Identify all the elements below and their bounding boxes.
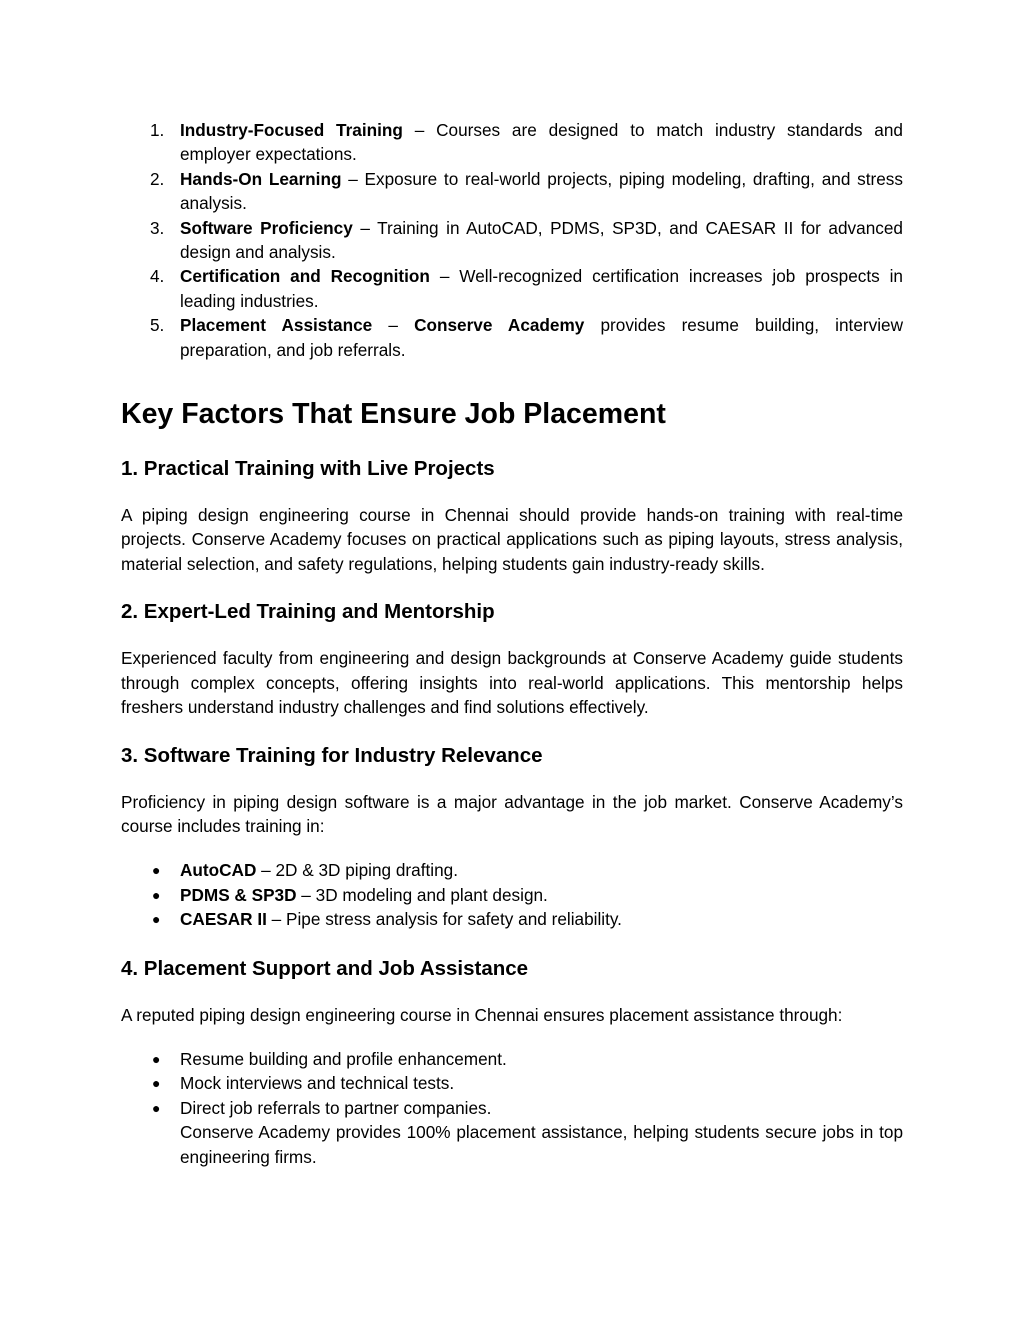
separator: –: [429, 266, 460, 287]
list-number: 5.: [150, 315, 165, 336]
separator: –: [372, 315, 415, 336]
list-item: [121, 313, 903, 362]
bullet-icon: ●: [152, 886, 161, 903]
list-item-term: AutoCAD: [180, 860, 257, 881]
section-body-expert-led: Experienced faculty from engineering and design backgrounds at Conserve Academy guide students through complex concepts, offering insights into real-world applications. This mentorship helps freshers understand industry challenges and find solutions effectively.: [121, 648, 903, 718]
list-item-text: Well-recognized certification increases job prospects in leading industries.: [180, 266, 903, 311]
list-number: 1.: [150, 120, 165, 140]
list-item-text: – Pipe stress analysis for safety and reliability.: [266, 909, 622, 930]
separator: –: [352, 217, 378, 238]
list-item-term: Placement Assistance: [180, 315, 373, 336]
bullet-icon: ●: [152, 862, 161, 879]
list-item: [121, 907, 903, 931]
section-body-placement-support: A reputed piping design engineering course in Chennai ensures placement assistance through:: [121, 1004, 843, 1025]
list-number: 4.: [150, 266, 165, 287]
separator: –: [402, 120, 437, 140]
section-heading-practical-training: 1. Practical Training with Live Projects: [121, 457, 495, 481]
list-item: [121, 264, 903, 313]
software-bullet-list: [121, 858, 903, 931]
list-item-term-secondary: Conserve Academy: [414, 315, 585, 336]
list-item-text: provides resume building, interview preparation, and job referrals.: [180, 315, 903, 360]
list-item-text: Exposure to real-world projects, piping modeling, drafting, and stress analysis.: [180, 168, 903, 214]
section-heading-software-training: 3. Software Training for Industry Relevance: [121, 743, 543, 767]
section-body-software-training: Proficiency in piping design software is a major advantage in the job market. Conserve Academy’s course includes training in:: [121, 791, 903, 836]
list-item: [121, 118, 903, 167]
bullet-icon: ●: [152, 1099, 161, 1116]
bullet-icon: ●: [152, 1050, 161, 1067]
list-item-term: Certification and Recognition: [180, 266, 430, 287]
list-item-text: – 2D & 3D piping drafting.: [256, 860, 458, 881]
list-number: 2.: [150, 168, 165, 189]
list-item-text: – 3D modeling and plant design.: [296, 884, 548, 905]
list-item-term: PDMS & SP3D: [180, 884, 297, 905]
placement-bullet-list: [121, 1047, 903, 1169]
benefits-numbered-list: [121, 118, 903, 362]
list-item: [121, 1071, 903, 1095]
bullet-icon: ●: [152, 911, 161, 928]
list-item-term: Industry-Focused Training: [180, 120, 403, 140]
list-item-term: Software Proficiency: [180, 217, 353, 238]
list-item: [121, 883, 903, 907]
list-item: [121, 858, 903, 882]
list-item-text: Courses are designed to match industry standards and employer expectations.: [180, 120, 903, 165]
list-item: [121, 1096, 903, 1169]
list-item-term: Hands-On Learning: [180, 168, 342, 189]
list-item-text: Mock interviews and technical tests.: [180, 1073, 455, 1094]
list-number: 3.: [150, 217, 165, 238]
section-heading-expert-led: 2. Expert-Led Training and Mentorship: [121, 600, 495, 624]
bullet-icon: ●: [152, 1075, 161, 1092]
list-item: [121, 167, 903, 216]
list-item-text: Resume building and profile enhancement.: [180, 1048, 507, 1069]
list-item: [121, 216, 903, 265]
list-item-text: Direct job referrals to partner companies.: [180, 1097, 492, 1118]
section-heading-placement-support: 4. Placement Support and Job Assistance: [121, 956, 529, 980]
separator: –: [341, 168, 365, 189]
section-body-practical-training: A piping design engineering course in Chennai should provide hands-on training with real-time projects. Conserve Academy focuses on practical applications such as piping layouts, stress analysis, material selection, and safety regulations, helping students gain industry-ready skills.: [121, 505, 903, 574]
document-page: [121, 118, 903, 1169]
list-item: [121, 1047, 903, 1071]
main-heading: Key Factors That Ensure Job Placement: [121, 398, 666, 431]
list-item-text: Training in AutoCAD, PDMS, SP3D, and CAESAR II for advanced design and analysis.: [180, 217, 903, 263]
list-item-term: CAESAR II: [180, 909, 267, 930]
placement-note: Conserve Academy provides 100% placement assistance, helping students secure jobs in top engineering firms.: [180, 1122, 903, 1167]
